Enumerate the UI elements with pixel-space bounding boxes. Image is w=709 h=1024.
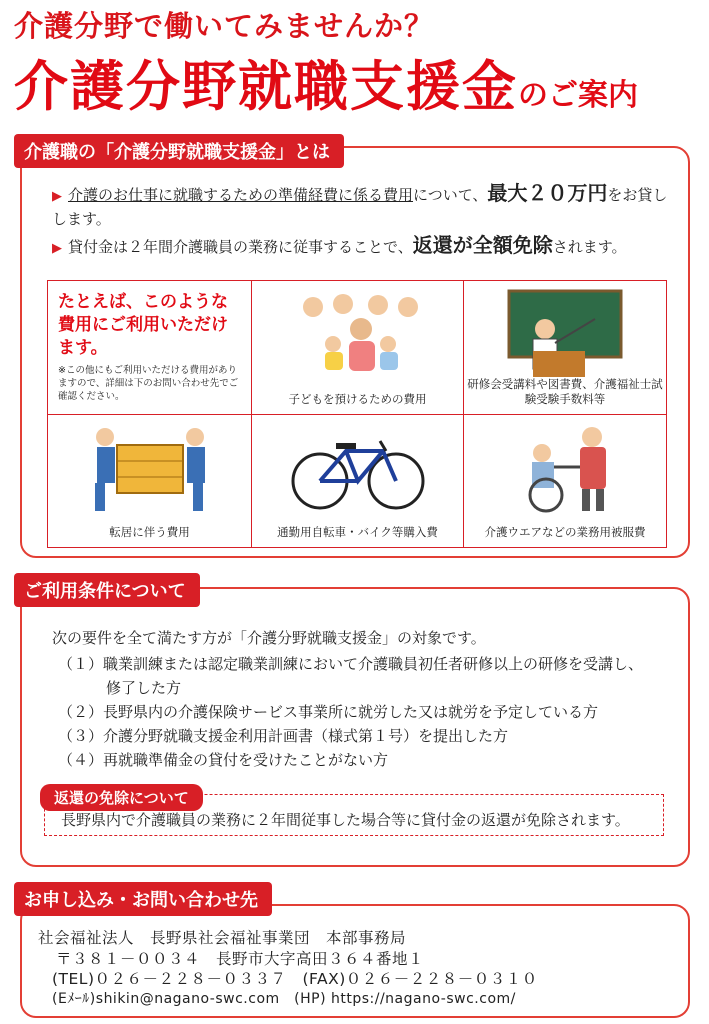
caption-training: 研修会受講料や図書費、介護福祉士試験受験手数料等 [467,376,663,407]
expense-item-childcare [252,281,464,415]
expense-item-training [464,281,666,415]
condition-2: （２）長野県内の介護保険サービス事業所に就労した又は就労を予定している方 [58,703,599,721]
tab-what-is-support: 介護職の「介護分野就職支援金」とは [14,134,344,168]
expense-item-bicycle [252,415,464,547]
bullet-exemption [52,230,682,260]
contact-address: 〒３８１－００３４ 長野市大字高田３６４番地１ [56,950,425,968]
bullet1-mid: について、 [413,186,488,204]
bicycle-icon [288,423,428,515]
support-panel [20,146,690,558]
triangle-bullet-icon: ▶ [52,189,62,204]
condition-4: （４）再就職準備金の貸付を受けたことがない方 [58,751,389,769]
expense-intro [48,281,252,415]
childcare-illustration-icon [283,289,433,379]
triangle-bullet-icon: ▶ [52,241,62,256]
caption-moving: 転居に伴う費用 [109,525,190,540]
condition-3: （３）介護分野就職支援金利用計画書（様式第１号）を提出した方 [58,727,509,745]
bullet1-emph: 最大２０万円 [487,181,608,205]
bullet-amount [52,178,682,231]
expense-item-moving [48,415,252,547]
contact-email-web[interactable]: (Eﾒｰﾙ)shikin@nagano-swc.com (HP) https://nagano-swc.com/ [52,991,516,1007]
caption-childcare: 子どもを預けるための費用 [288,392,427,407]
condition-1-cont: 修了した方 [106,679,182,697]
tab-contact: お申し込み・お問い合わせ先 [14,882,272,916]
expense-grid [47,280,667,548]
title-main: 介護分野就職支援金 [14,55,518,118]
title-suffix: のご案内 [518,78,638,113]
bullet2-pre: 貸付金は２年間介護職員の業務に従事することで、 [68,238,413,256]
contact-organization: 社会福祉法人 長野県社会福祉事業団 本部事務局 [38,929,407,947]
condition-1: （１）職業訓練または認定職業訓練において介護職員初任者研修以上の研修を受講し、 [58,655,644,673]
caregiver-wheelchair-icon [500,423,630,515]
tab-exemption: 返還の免除について [40,784,203,811]
teacher-blackboard-icon [505,289,625,381]
contact-phone-fax: (TEL)０２６－２２８－０３３７ (FAX)０２６－２２８－０３１０ [52,970,538,988]
movers-box-icon [75,423,225,515]
expense-item-uniform [464,415,666,547]
headline: 介護分野で働いてみませんか？ [14,9,435,43]
bullet2-emph: 返還が全額免除 [412,233,553,257]
caption-uniform: 介護ウエアなどの業務用被服費 [484,525,646,540]
intro-lead: たとえば、このような費用にご利用いただけます。 [58,292,228,358]
main-title [14,44,638,121]
bullet1-post: をお貸しします。 [52,186,668,228]
tab-conditions: ご利用条件について [14,573,200,607]
exemption-box: 長野県内で介護職員の業務に２年間従事した場合等に貸付金の返還が免除されます。 [44,794,664,836]
intro-note: ※この他にもご利用いただける費用がありますので、詳細は下のお問い合わせ先でご確認ください。 [58,364,239,403]
bullet1-pre: 介護のお仕事に就職するための準備経費に係る費用 [68,186,414,204]
conditions-lead: 次の要件を全て満たす方が「介護分野就職支援金」の対象です。 [52,629,486,647]
caption-bicycle: 通勤用自転車・バイク等購入費 [277,525,438,540]
bullet2-post: されます。 [552,238,627,256]
